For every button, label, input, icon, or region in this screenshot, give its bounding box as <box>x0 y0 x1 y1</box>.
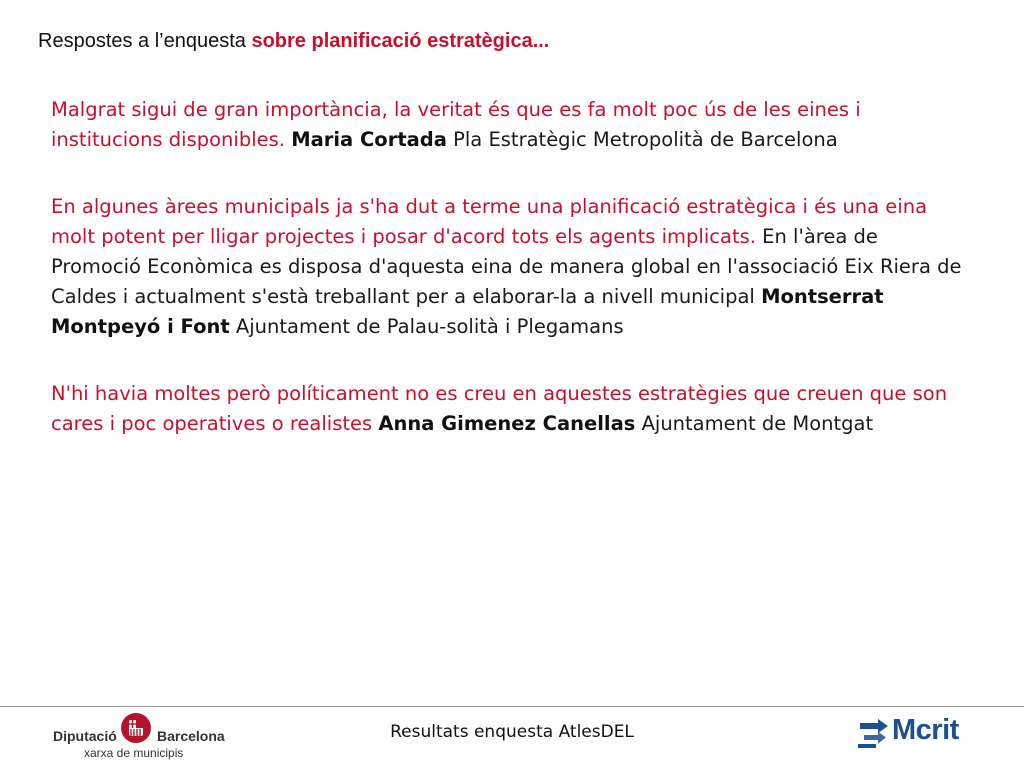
quote-text: Malgrat sigui de gran importància, la veritat és que es fa molt poc ús de les eines i institucions disponibles. <box>51 98 861 151</box>
quote-block-1 <box>51 95 966 155</box>
footer-title: Resultats enquesta AtlesDEL <box>390 722 634 742</box>
quote-organization: Pla Estratègic Metropolità de Barcelona <box>453 128 838 151</box>
mcrit-arrows-icon <box>858 716 892 750</box>
quotes-body <box>51 95 966 476</box>
quote-author: Maria Cortada <box>291 128 447 151</box>
mcrit-logo-text: Mcrit <box>892 714 959 746</box>
quote-continuation: En l'àrea de Promoció Econòmica es disposa d'aquesta eina de manera global en l'associació Eix Riera de Caldes i actualment s'està treballant per a elaborar-la a nivell municipal <box>51 225 962 308</box>
mcrit-logo <box>858 716 978 750</box>
quote-text: En algunes àrees municipals ja s'ha dut a terme una planificació estratègica i és una eina molt potent per lligar projectes i posar d'acord tots els agents implicats. <box>51 195 928 248</box>
quote-text: N'hi havia moltes però políticament no es creu en aquestes estratègies que creuen que son cares i poc operatives o realistes <box>51 382 948 435</box>
footer-divider <box>0 706 1024 707</box>
logo-subtitle: xarxa de municipis <box>84 746 184 760</box>
quote-author: Montserrat Montpeyó i Font <box>51 285 884 338</box>
title-prefix: Respostes a l’enquesta <box>38 30 252 52</box>
logo-word-right: Barcelona <box>157 728 225 744</box>
quote-organization: Ajuntament de Palau-solità i Plegamans <box>235 315 624 338</box>
slide-title <box>38 30 549 53</box>
logo-word-left: Diputació <box>53 728 117 744</box>
quote-author: Anna Gimenez Canellas <box>378 412 636 435</box>
quote-block-3 <box>51 379 966 439</box>
title-emphasis: sobre planificació estratègica... <box>251 30 550 52</box>
quote-organization: Ajuntament de Montgat <box>641 412 874 435</box>
quote-block-2 <box>51 192 966 342</box>
